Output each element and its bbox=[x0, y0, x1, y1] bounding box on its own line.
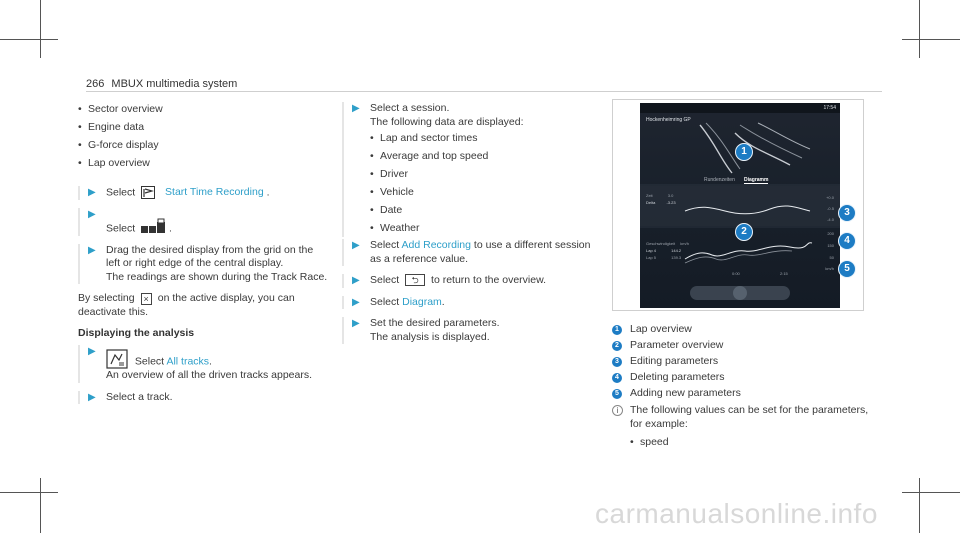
mbux-display bbox=[640, 103, 840, 308]
grid-view-icon bbox=[140, 218, 166, 236]
flag-icon bbox=[141, 186, 155, 199]
axis-label: +0.0 bbox=[826, 195, 834, 200]
data-row: Delta -3.23 bbox=[646, 200, 676, 205]
axis-label: 2:15 bbox=[780, 271, 788, 276]
step-arrow-icon: ▶ bbox=[352, 318, 360, 329]
callout-lap-overview: 1 bbox=[735, 143, 753, 161]
step-start-recording: ▶ Select Start Time Recording . bbox=[78, 186, 328, 200]
callout-editing-parameters: 3 bbox=[838, 204, 856, 222]
step-add-recording: ▶ Select Add Recording to use a different session as a reference value. bbox=[342, 239, 594, 266]
step-diagram: ▶ Select Diagram. bbox=[342, 296, 594, 310]
crop-mark bbox=[40, 478, 41, 533]
axis-label: km/h bbox=[825, 266, 834, 271]
axis-label: 50 bbox=[829, 255, 834, 260]
step-select-view: ▶ Select . bbox=[78, 208, 328, 236]
legend bbox=[612, 322, 872, 453]
step-arrow-icon: ▶ bbox=[88, 391, 96, 403]
callout-deleting-parameters: 4 bbox=[838, 232, 856, 250]
data-row: Lap 4 144.2 bbox=[646, 248, 682, 253]
track-icon bbox=[106, 349, 128, 369]
screen-illustration bbox=[612, 99, 864, 311]
axis-label: 0:00 bbox=[732, 271, 740, 276]
step-set-parameters: ▶ Set the desired parameters. The analysis is displayed. bbox=[342, 317, 594, 344]
watermark: carmanualsonline.info bbox=[595, 498, 878, 529]
step-back: ▶ Select ⮌ to return to the overview. bbox=[342, 274, 594, 288]
crop-mark bbox=[902, 492, 960, 493]
step-arrow-icon: ▶ bbox=[88, 208, 96, 220]
step-arrow-icon: ▶ bbox=[352, 275, 360, 286]
deactivate-note: By selecting × on the active display, you can deactivate this. bbox=[78, 292, 295, 318]
page-number: 266 bbox=[86, 78, 105, 90]
crop-mark bbox=[40, 0, 41, 58]
axis-label: 200 bbox=[827, 231, 834, 236]
list-item: • Vehicle bbox=[370, 185, 594, 201]
list-item: • Engine data bbox=[78, 120, 328, 136]
data-row: Geschwindigkeit km/h bbox=[646, 241, 689, 246]
page-title: MBUX multimedia system bbox=[111, 78, 238, 90]
legend-item: 3 Editing parameters bbox=[612, 354, 872, 369]
diagram-link[interactable]: Diagram bbox=[402, 295, 442, 308]
info-note: i The following values can be set for the parameters, for example: bbox=[612, 403, 872, 431]
list-item: • Average and top speed bbox=[370, 149, 594, 165]
list-item: • Sector overview bbox=[78, 102, 328, 118]
legend-item: 4 Deleting parameters bbox=[612, 370, 872, 385]
legend-item: 1 Lap overview bbox=[612, 322, 872, 337]
list-item: • Lap overview bbox=[78, 156, 328, 172]
crop-mark bbox=[0, 492, 58, 493]
step-arrow-icon: ▶ bbox=[352, 240, 360, 251]
step-arrow-icon: ▶ bbox=[88, 346, 96, 358]
clock: 17:54 bbox=[823, 105, 836, 111]
info-icon: i bbox=[612, 405, 623, 416]
track-name: Hockenheimring GP bbox=[646, 117, 691, 123]
page-header bbox=[86, 78, 237, 90]
back-icon: ⮌ bbox=[405, 274, 425, 286]
tab-diagramm[interactable]: Diagramm bbox=[744, 177, 769, 183]
crop-mark bbox=[902, 39, 960, 40]
list-item: • Lap and sector times bbox=[370, 131, 594, 147]
step-arrow-icon: ▶ bbox=[352, 296, 360, 308]
close-icon: × bbox=[141, 293, 152, 305]
legend-item: 2 Parameter overview bbox=[612, 338, 872, 353]
section-heading: Displaying the analysis bbox=[78, 327, 195, 340]
callout-parameter-overview: 2 bbox=[735, 223, 753, 241]
column-middle bbox=[342, 102, 594, 344]
list-item: • Date bbox=[370, 203, 594, 219]
data-row: Lap 5 139.3 bbox=[646, 255, 682, 260]
header-rule bbox=[86, 91, 882, 92]
axis-label: -0.5 bbox=[827, 206, 834, 211]
axis-label: -4.0 bbox=[827, 217, 834, 222]
step-all-tracks: ▶ Select All tracks. An overview of all the driven tracks appears. bbox=[78, 345, 328, 383]
start-time-recording-link[interactable]: Start Time Recording bbox=[165, 186, 264, 199]
all-tracks-link[interactable]: All tracks bbox=[166, 355, 210, 368]
callout-adding-parameters: 5 bbox=[838, 260, 856, 278]
list-item: • Weather bbox=[370, 221, 594, 237]
step-drag-display: ▶ Drag the desired display from the grid on the left or right edge of the central display. The readings are shown during the Track Race. bbox=[78, 244, 328, 285]
legend-item: 5 Adding new parameters bbox=[612, 386, 872, 401]
crop-mark bbox=[919, 0, 920, 58]
step-select-track: ▶ Select a track. bbox=[78, 391, 328, 405]
step-arrow-icon: ▶ bbox=[88, 187, 96, 198]
add-recording-link[interactable]: Add Recording bbox=[401, 239, 471, 251]
column-left bbox=[78, 102, 328, 404]
step-select-session: ▶ Select a session. The following data are displayed: • Lap and sector times • Average and top speed • Driver • Vehicle • Date • Weather bbox=[342, 102, 594, 237]
crop-mark bbox=[919, 478, 920, 533]
list-item: • speed bbox=[630, 435, 872, 451]
data-row: Zeit 3.0 bbox=[646, 193, 674, 198]
list-item: • Driver bbox=[370, 167, 594, 183]
tab-rundenzeiten[interactable]: Rundenzeiten bbox=[704, 177, 735, 183]
axis-label: 150 bbox=[827, 243, 834, 248]
crop-mark bbox=[0, 39, 58, 40]
list-item: • G-force display bbox=[78, 138, 328, 154]
step-arrow-icon: ▶ bbox=[88, 244, 96, 256]
step-arrow-icon: ▶ bbox=[352, 103, 360, 114]
